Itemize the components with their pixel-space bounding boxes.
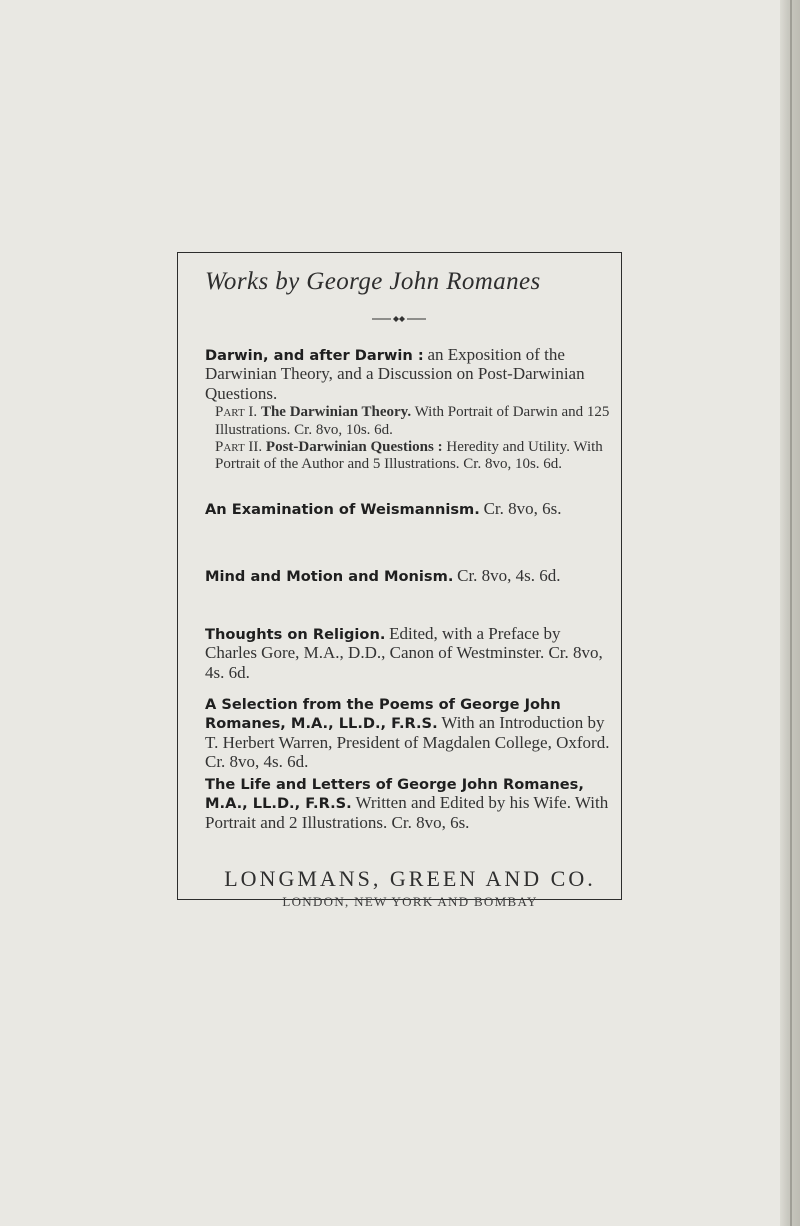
publisher-locations: LONDON, NEW YORK AND BOMBAY — [282, 894, 538, 909]
entry-weismannism — [205, 500, 613, 519]
entry-heading: Thoughts on Religion. — [205, 626, 386, 643]
entry-part-two — [205, 439, 613, 474]
publisher-name: LONGMANS, GREEN AND CO. — [224, 866, 596, 891]
entry-life-and-letters — [205, 776, 613, 833]
entry-darwin-description — [205, 346, 613, 404]
part-text: Heredity and Utility. With Portrait of the Author and 5 Illustrations. Cr. 8vo, 10s. 6d. — [215, 439, 603, 473]
part-title: Post-Darwinian Questions : — [265, 439, 443, 456]
entry-selection-of-poems — [205, 696, 613, 773]
entry-text: an Exposition of the Darwinian Theory, and a Discussion on Post-Darwinian Questions. — [205, 345, 585, 403]
part-title: The Darwinian Theory. — [260, 404, 412, 421]
page-edge-line — [790, 0, 792, 1226]
entry-heading: Mind and Motion and Monism. — [205, 568, 454, 585]
entry-darwin-and-after-darwin — [205, 346, 613, 474]
entry-part-one — [205, 404, 613, 439]
diamond-rule-icon — [370, 314, 430, 324]
entry-text: Written and Edited by his Wife. With Portrait and 2 Illustrations. Cr. 8vo, 6s. — [205, 793, 609, 832]
entry-heading: A Selection from the Poems of George John Romanes, M.A., LL.D., F.R.S. — [205, 696, 561, 733]
entry-text: With an Introduction by T. Herbert Warren, President of Magdalen College, Oxford. Cr. 8vo, 4s. 6d. — [205, 713, 610, 772]
entry-text: Cr. 8vo, 6s. — [483, 499, 562, 518]
part-label: Part I. — [215, 404, 258, 421]
part-text: With Portrait of Darwin and 125 Illustrations. Cr. 8vo, 10s. 6d. — [215, 404, 610, 438]
entry-heading: An Examination of Weismannism. — [205, 501, 480, 518]
entry-heading: Darwin, and after Darwin : — [205, 347, 424, 364]
entry-text: Cr. 8vo, 4s. 6d. — [457, 566, 561, 585]
page-title: Works by George John Romanes — [205, 268, 541, 295]
entry-heading: The Life and Letters of George John Romanes, M.A., LL.D., F.R.S. — [205, 776, 584, 813]
entry-mind-and-motion — [205, 567, 613, 586]
part-label: Part II. — [215, 439, 263, 456]
entry-thoughts-on-religion — [205, 625, 613, 683]
entry-text: Edited, with a Preface by Charles Gore, M.A., D.D., Canon of Westminster. Cr. 8vo, 4s. 6d. — [205, 624, 603, 682]
